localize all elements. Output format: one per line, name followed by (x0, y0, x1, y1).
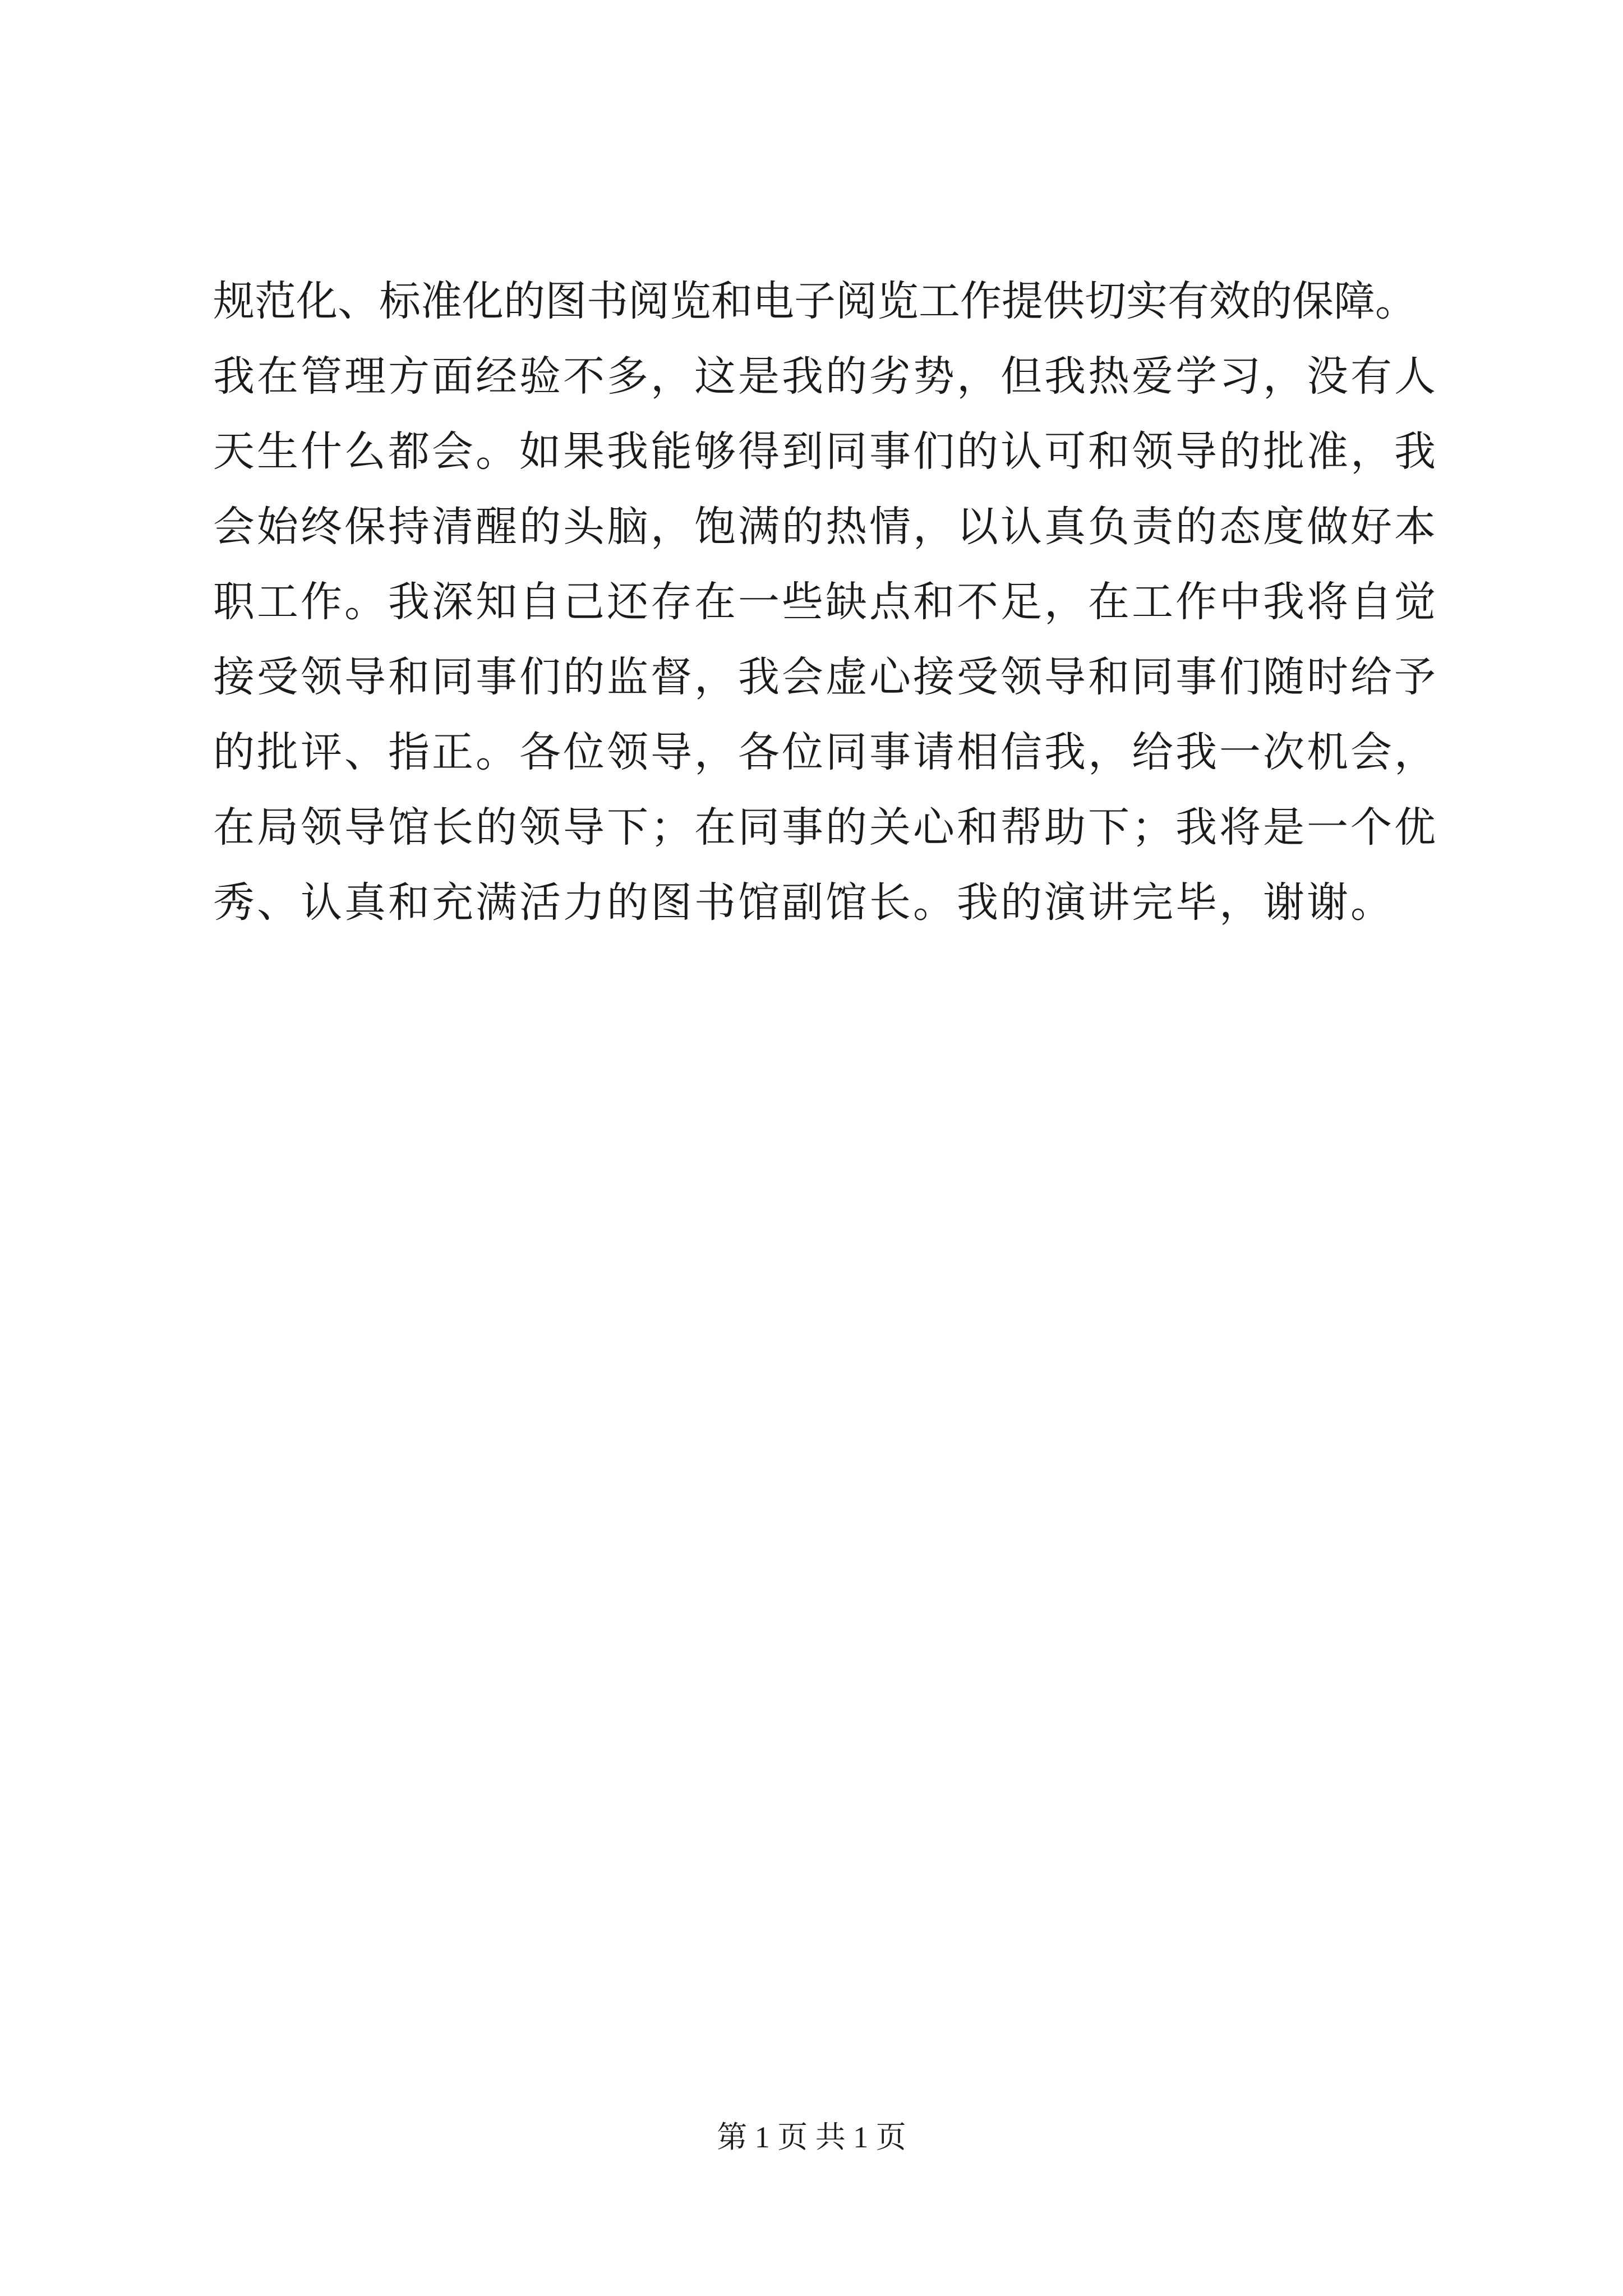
text-line: 天生什么都会。如果我能够得到同事们的认可和领导的批准，我 (213, 427, 1438, 476)
text-line: 秀、认真和充满活力的图书馆副馆长。我的演讲完毕，谢谢。 (213, 878, 1394, 927)
text-line: 职工作。我深知自己还存在一些缺点和不足，在工作中我将自觉 (213, 578, 1438, 626)
document-body (213, 264, 1436, 940)
text-line: 我在管理方面经验不多，这是我的劣势，但我热爱学习，没有人 (213, 352, 1438, 401)
text-line: 接受领导和同事们的监督，我会虚心接受领导和同事们随时给予 (213, 653, 1438, 701)
text-line: 规范化、标准化的图书阅览和电子阅览工作提供切实有效的保障。 (213, 277, 1417, 325)
page-number-footer: 第 1 页 共 1 页 (717, 2120, 906, 2154)
text-line: 在局领导馆长的领导下；在同事的关心和帮助下；我将是一个优 (213, 803, 1438, 852)
text-line: 会始终保持清醒的头脑，饱满的热情，以认真负责的态度做好本 (213, 503, 1438, 551)
text-line: 的批评、指正。各位领导，各位同事请相信我，给我一次机会， (213, 728, 1438, 776)
